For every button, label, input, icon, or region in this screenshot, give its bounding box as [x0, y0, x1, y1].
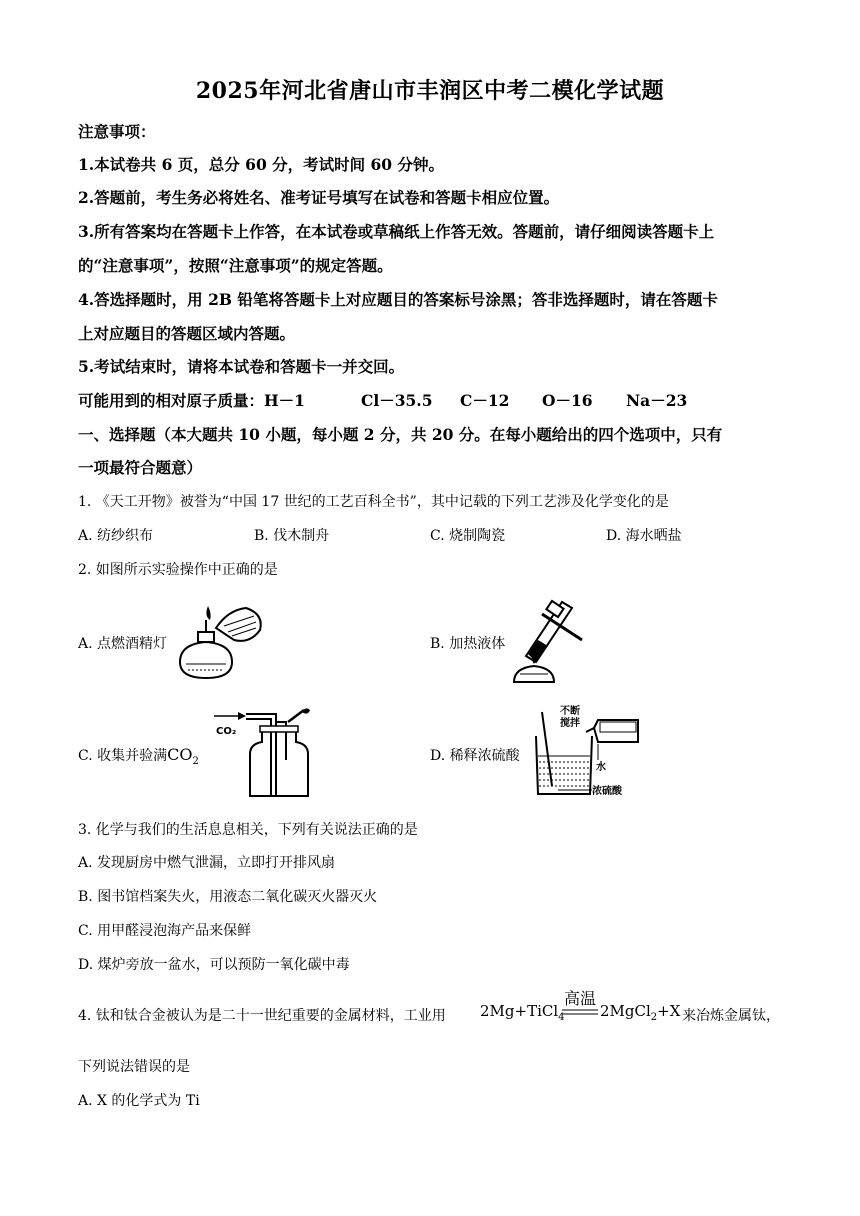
- dilute-sulfuric-acid-figure: [528, 702, 650, 800]
- co2-arrow-label: CO₂: [216, 726, 237, 737]
- q3-option-a: A. 发现厨房中燃气泄漏，立即打开排风扇: [78, 855, 336, 871]
- q2-option-a: A. 点燃酒精灯: [78, 636, 168, 652]
- q2-option-d: D. 稀释浓硫酸: [430, 748, 520, 764]
- notice-item-4: 4.答选择题时，用 2B 铅笔将答题卡上对应题目的答案标号涂黑；答非选择题时，请在答题卡: [78, 290, 718, 309]
- q2-option-c-subscript: 2: [192, 755, 199, 767]
- q3-stem: 3. 化学与我们的生活息息相关，下列有关说法正确的是: [78, 822, 418, 838]
- notice-item-5: 5.考试结束时，请将本试卷和答题卡一并交回。: [78, 357, 405, 376]
- q4-equals-sign: [562, 1008, 598, 1016]
- q4-eq-left-sub: 4: [558, 1012, 565, 1023]
- notice-item-4-cont: 上对应题目的答题区域内答题。: [78, 324, 296, 343]
- section-heading: 一、选择题（本大题共 10 小题，每小题 2 分，共 20 分。在每小题给出的四个选项中，只有: [78, 425, 723, 444]
- q4-stem: 4. 钛和钛合金被认为是二十一世纪重要的金属材料，工业用: [78, 1008, 446, 1024]
- q3-option-d: D. 煤炉旁放一盆水，可以预防一氧化碳中毒: [78, 957, 350, 973]
- atomic-masses-label: 可能用到的相对原子质量：: [78, 391, 265, 410]
- acid-label: 浓硫酸: [592, 786, 622, 797]
- section-heading-cont: 一项最符合题意）: [78, 458, 203, 477]
- mass-c: C－12: [460, 391, 510, 410]
- q1-option-b: B. 伐木制舟: [254, 528, 330, 544]
- q4-eq-right-tail: +X: [657, 1002, 681, 1020]
- alcohol-lamp-figure: [176, 600, 268, 682]
- q4-option-a: A. X 的化学式为 Ti: [78, 1093, 200, 1109]
- notice-item-3: 3.所有答案均在答题卡上作答，在本试卷或草稿纸上作答无效。答题前，请仔细阅读答题卡上: [78, 222, 715, 241]
- q1-stem: 1. 《天工开物》被誉为“中国 17 世纪的工艺百科全书”，其中记载的下列工艺涉及化学变化的是: [78, 494, 669, 510]
- co2-collection-figure: [210, 706, 314, 800]
- q2-option-c-formula: CO: [167, 745, 193, 764]
- q2-option-b: B. 加热液体: [430, 636, 506, 652]
- stir-label-2: 搅拌: [560, 718, 580, 729]
- stir-label-1: 不断: [560, 706, 580, 717]
- water-label: 水: [596, 762, 606, 773]
- q4-stem-after: 来冶炼金属钛，: [682, 1008, 780, 1024]
- q2-option-c-label: C. 收集并验满: [78, 748, 168, 764]
- exam-title: 2025年河北省唐山市丰润区中考二模化学试题: [195, 78, 665, 104]
- q2-option-c: [78, 745, 199, 767]
- q4-eq-right-sub: 2: [650, 1012, 658, 1023]
- mass-h: H－1: [264, 391, 305, 410]
- heating-liquid-figure: [502, 592, 586, 686]
- notice-item-3-cont: 的“注意事项”，按照“注意事项”的规定答题。: [78, 256, 393, 275]
- q4-eq-right-text: 2MgCl: [600, 1002, 651, 1020]
- q3-option-c: C. 用甲醛浸泡海产品来保鲜: [78, 923, 252, 939]
- q1-option-a: A. 纺纱织布: [78, 528, 154, 544]
- mass-o: O－16: [542, 391, 593, 410]
- mass-na: Na－23: [626, 391, 688, 410]
- q1-option-d: D. 海水晒盐: [606, 528, 682, 544]
- q4-equation-left: [480, 1002, 565, 1023]
- q4-equation-right: [600, 1002, 680, 1023]
- q4-eq-left-text: 2Mg+TiCl: [480, 1002, 559, 1020]
- q4-eq-condition: 高温: [563, 989, 596, 1008]
- notice-item-1: 1.本试卷共 6 页，总分 60 分，考试时间 60 分钟。: [78, 155, 444, 174]
- q3-option-b: B. 图书馆档案失火，用液态二氧化碳灭火器灭火: [78, 889, 378, 905]
- q4-stem-cont: 下列说法错误的是: [78, 1059, 190, 1075]
- mass-cl: Cl－35.5: [361, 391, 433, 410]
- notice-heading: 注意事项：: [78, 122, 156, 141]
- notice-item-2: 2.答题前，考生务必将姓名、准考证号填写在试卷和答题卡相应位置。: [78, 188, 560, 207]
- q2-stem: 2. 如图所示实验操作中正确的是: [78, 562, 278, 578]
- q1-option-c: C. 烧制陶瓷: [430, 528, 506, 544]
